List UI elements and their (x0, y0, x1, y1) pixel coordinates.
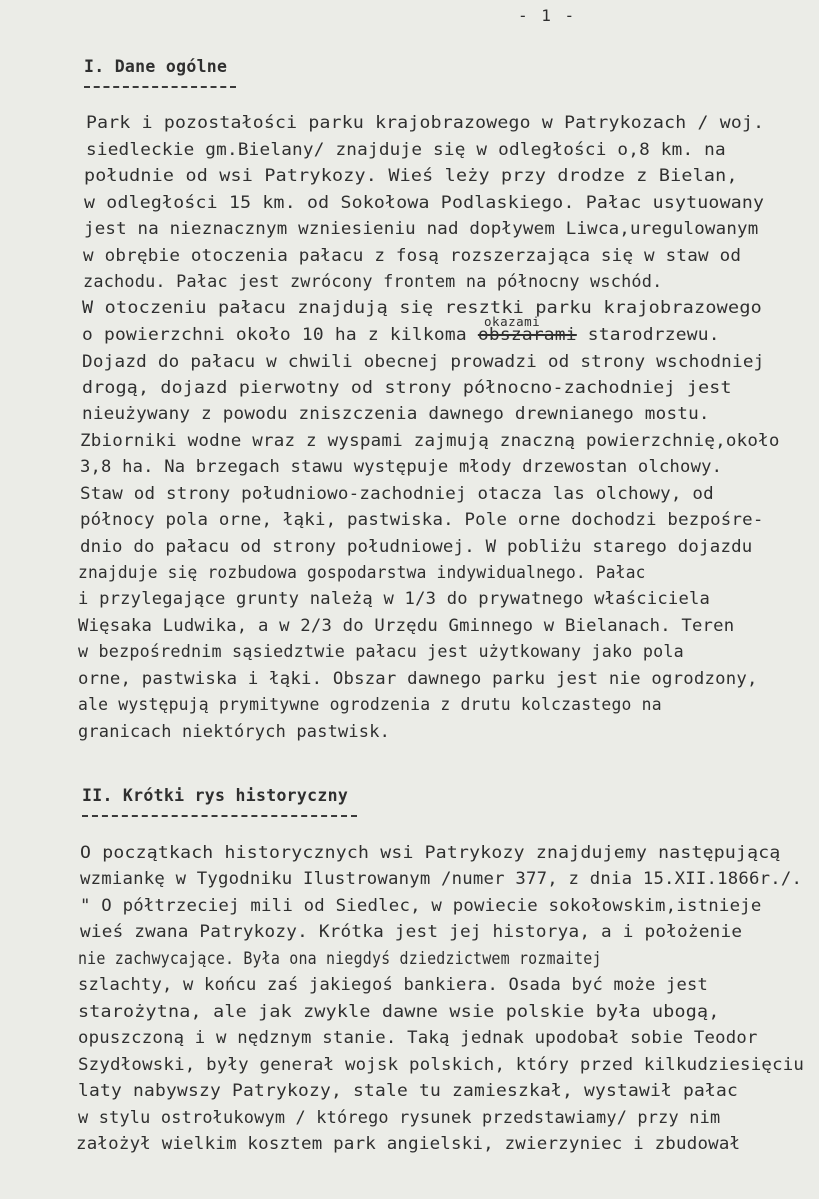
body-line: 3,8 ha. Na brzegach stawu występuje młody drzewostan olchowy. (80, 457, 723, 476)
body-line: wzmiankę w Tygodniku Ilustrowanym /numer 377, z dnia 15.XII.1866r./. (80, 869, 803, 888)
body-line: zachodu. Pałac jest zwrócony frontem na północny wschód. (83, 272, 663, 291)
body-line: założył wielkim kosztem park angielski, zwierzyniec i zbudował (76, 1134, 741, 1153)
body-line: Staw od strony południowo-zachodniej otacza las olchowy, od (80, 484, 714, 503)
body-line: " O półtrzeciej mili od Siedlec, w powiecie sokołowskim,istnieje (80, 896, 762, 915)
text-run: o powierzchni około 10 ha z kilkoma (82, 325, 478, 344)
heading-underline (84, 86, 236, 88)
body-line: południe od wsi Patrykozy. Wieś leży przy drodze z Bielan, (84, 166, 738, 185)
body-line: szlachty, w końcu zaś jakiegoś bankiera. Osada być może jest (78, 975, 709, 994)
body-line: znajduje się rozbudowa gospodarstwa indywidualnego. Pałac (78, 563, 646, 582)
heading-underline (82, 815, 357, 817)
body-line: ale występują prymitywne ogrodzenia z drutu kolczastego na (78, 695, 662, 714)
body-line: O początkach historycznych wsi Patrykozy znajdujemy następującą (80, 843, 781, 862)
body-line: wieś zwana Patrykozy. Krótka jest jej historya, a i położenie (80, 922, 743, 941)
body-line: i przylegające grunty należą w 1/3 do prywatnego właściciela (78, 589, 711, 608)
body-line: Dojazd do pałacu w chwili obecnej prowadzi od strony wschodniej (82, 352, 765, 371)
body-line: orne, pastwiska i łąki. Obszar dawnego parku jest nie ogrodzony, (78, 669, 758, 688)
section-heading-history: II. Krótki rys historyczny (82, 786, 349, 805)
body-line: laty nabywszy Patrykozy, stale tu zamieszkał, wystawił pałac (78, 1081, 739, 1100)
body-line: nie zachwycające. Była ona niegdyś dziedzictwem rozmaitej (78, 949, 602, 968)
body-line (82, 325, 720, 344)
inserted-correction: okazami (484, 314, 541, 329)
body-line: starożytna, ale jak zwykle dawne wsie polskie była ubogą, (78, 1002, 720, 1021)
body-line: Szydłowski, były generał wojsk polskich, który przed kilkudziesięciu (78, 1055, 805, 1074)
text-run: starodrzewu. (576, 325, 720, 344)
body-line: północy pola orne, łąki, pastwiska. Pole orne dochodzi bezpośre- (80, 510, 764, 529)
body-line: dnio do pałacu od strony południowej. W pobliżu starego dojazdu (80, 537, 753, 556)
body-line: W otoczeniu pałacu znajdują się resztki parku krajobrazowego (82, 298, 763, 317)
body-line: nieużywany z powodu zniszczenia dawnego drewnianego mostu. (82, 404, 710, 423)
body-line: Park i pozostałości parku krajobrazowego w Patrykozach / woj. (86, 113, 765, 132)
body-line: Zbiorniki wodne wraz z wyspami zajmują znaczną powierzchnię,około (80, 431, 780, 450)
body-line: drogą, dojazd pierwotny od strony północno-zachodniej jest (82, 378, 732, 397)
page-number: - 1 - (518, 6, 577, 25)
body-line: w obrębie otoczenia pałacu z fosą rozszerzająca się w staw od (83, 246, 742, 265)
body-line: Więsaka Ludwika, a w 2/3 do Urzędu Gminnego w Bielanach. Teren (78, 616, 735, 635)
body-line: w odległości 15 km. od Sokołowa Podlaskiego. Pałac usytuowany (84, 193, 765, 212)
section-heading-general: I. Dane ogólne (84, 57, 228, 76)
body-line: w bezpośrednim sąsiedztwie pałacu jest użytkowany jako pola (78, 642, 684, 661)
body-line: opuszczoną i w nędznym stanie. Taką jednak upodobał sobie Teodor (78, 1028, 758, 1047)
struck-out-word: obszarami (477, 325, 577, 344)
body-line: granicach niektórych pastwisk. (78, 722, 391, 741)
body-line: siedleckie gm.Bielany/ znajduje się w odległości o,8 km. na (86, 140, 726, 159)
body-line: w stylu ostrołukowym / którego rysunek przedstawiamy/ przy nim (78, 1108, 721, 1127)
body-line: jest na nieznacznym wzniesieniu nad dopływem Liwca,uregulowanym (84, 219, 759, 238)
